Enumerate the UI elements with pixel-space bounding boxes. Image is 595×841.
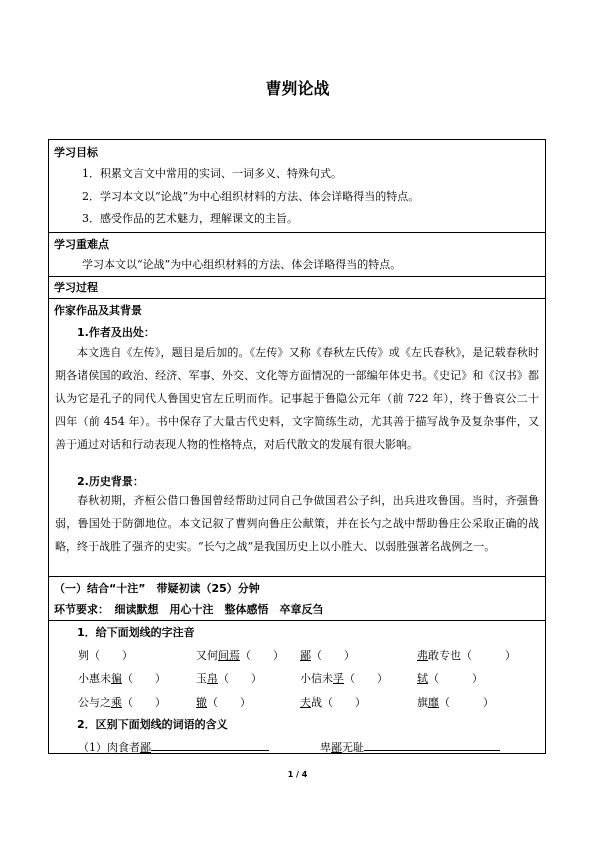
background-section <box>49 299 545 577</box>
key-points-heading: 学习重难点 <box>54 238 109 251</box>
pinyin-item: 夫战（ ） <box>300 696 366 709</box>
objective-item: 2．学习本文以“论战”为中心组织材料的方法、体会详略得当的特点。 <box>82 190 420 203</box>
meaning-item: 卑鄙无耻 <box>320 739 500 755</box>
pinyin-item: 刿（ ） <box>78 649 133 662</box>
source-heading: 1.作者及出处： <box>77 326 155 339</box>
key-points-text: 学习本文以“论战”为中心组织材料的方法、体会详略得当的特点。 <box>82 258 402 271</box>
study-guide-table <box>48 139 546 754</box>
pinyin-item: 小信未孚（ ） <box>300 672 388 685</box>
page-number: 1 / 4 <box>287 770 308 779</box>
history-heading: 2.历史背景： <box>77 475 144 488</box>
page-title: 曹刿论战 <box>265 79 330 98</box>
meaning-item: （1）肉食者鄙 <box>78 739 269 755</box>
reading-section <box>49 577 545 621</box>
background-heading: 作家作品及其背景 <box>54 304 142 317</box>
pinyin-item: 辙（ ） <box>196 696 251 709</box>
pinyin-item: 鄙（ ） <box>300 649 355 662</box>
key-points-section <box>49 233 545 277</box>
objectives-section <box>49 140 545 233</box>
source-paragraph: 本文选自《左传》，题目是后加的。《左传》又称《春秋左氏传》或《左氏春秋》，是记载春秋时期各诸侯国的政治、经济、军事、外交、文化等方面情况的一部编年体史书。《史记》和《汉书》都认为它是孔子的同代人鲁国史官左丘明而作。记事起于鲁隐公元年（前 722 年），终于鲁哀公二十四年（前 454 年）。书中保存了大量古代史料，文字简练生动，尤其善于描写战争及复杂事件，又善于通过对话和行动表现人物的性格特点，对后代散文的发展有很大影响。 <box>55 346 539 451</box>
objective-item: 3．感受作品的艺术魅力，理解课文的主旨。 <box>82 212 298 225</box>
objective-item: 1．积累文言文中常用的实词、一词多义、特殊句式。 <box>82 167 342 180</box>
pinyin-item: 轼（ ） <box>417 672 483 685</box>
section-heading: （一）结合“十注” 带疑初读（25）分钟 <box>54 582 260 595</box>
pinyin-item: 公与之乘（ ） <box>78 696 166 709</box>
objectives-heading: 学习目标 <box>54 146 98 159</box>
pinyin-item: 又何间焉（ ） <box>196 649 284 662</box>
pinyin-item: 小惠未徧（ ） <box>78 672 166 685</box>
process-heading: 学习过程 <box>54 281 98 294</box>
process-section <box>49 277 545 299</box>
exercise1-heading: 1．给下面划线的字注音 <box>77 626 195 639</box>
pinyin-item: 旗靡（ ） <box>417 696 494 709</box>
history-paragraph: 春秋初期，齐桓公借口鲁国曾经帮助过同自己争做国君公子纠，出兵进攻鲁国。当时，齐强鲁弱，鲁国处于防御地位。本文记叙了曹刿向鲁庄公献策，并在长勺之战中帮助鲁庄公采取正确的战略，终于战胜了强齐的史实。“长勺之战”是我国历史上以小胜大、以弱胜强著名战例之一。 <box>55 494 539 553</box>
exercise2-heading: 2．区别下面划线的词语的含义 <box>77 718 228 731</box>
section-requirements: 环节要求： 细读默想 用心十注 整体感悟 卒章反刍 <box>54 603 324 616</box>
pinyin-item: 弗敢专也（ ） <box>417 649 516 662</box>
exercise-section <box>49 621 545 755</box>
pinyin-item: 玉帛（ ） <box>196 672 262 685</box>
